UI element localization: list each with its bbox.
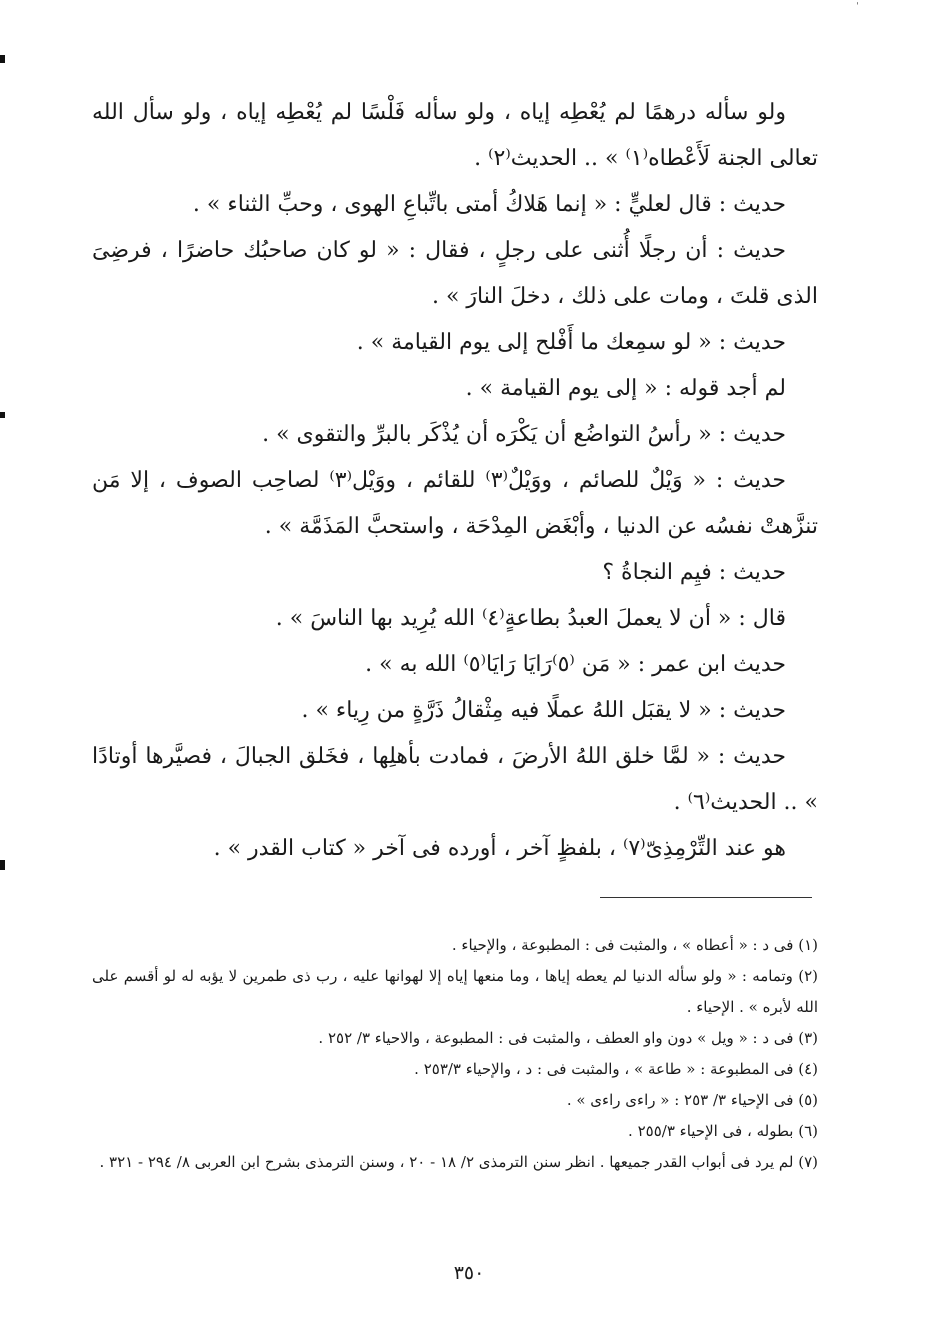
scan-edge-mark-top	[0, 55, 5, 63]
main-text	[92, 90, 818, 872]
paragraph-4: حديث : « لو سمِعك ما أَفْلح إلى يوم القيامة » .	[356, 330, 786, 355]
paragraph-7: حديث : « وَيْلٌ للصائم ، ووَيْلٌ⁽٣⁾ للقائم ، ووَيْل⁽٣⁾ لصاحِب الصوف ، إلا مَن تنزَّهتْ نفسُه عن الدنيا ، وأبْغَض المِدْحَة ، واستحبَّ المَذَمَّة » .	[92, 468, 818, 539]
paragraph-11: حديث : « لا يقبَل اللهُ عملًا فيه مِثْقالُ ذَرَّةٍ من رِياء » .	[301, 698, 786, 723]
footnote-5: (٥) فى الإحياء ٣/ ٢٥٣ : « راءى راءى » .	[566, 1091, 818, 1109]
footnote-4: (٤) فى المطبوعة : « طاعة » ، والمثبت فى : د ، والإحياء ٢٥٣/٣ .	[414, 1060, 818, 1078]
paragraph-13: هو عند التِّرْمِذِىّ⁽٧⁾ ، بلفظٍ آخر ، أورده فى آخر « كتاب القدر » .	[213, 836, 786, 861]
paragraph-3: حديث : أن رجلًا أُثنى على رجلٍ ، فقال : « لو كان صاحبُك حاضرًا ، فرضِىَ الذى قلتَ ، ومات على ذلك ، دخلَ النارَ » .	[92, 238, 818, 309]
footnote-1: (١) فى د : « أعطاه » ، والمثبت فى : المطبوعة ، والإحياء .	[451, 936, 818, 954]
paragraph-9: قال : « أن لا يعملَ العبدُ بطاعةٍ⁽٤⁾ الله يُرِيد بها الناسَ » .	[275, 606, 786, 631]
footnote-divider	[600, 897, 812, 898]
paragraph-1: ولو سأله درهمًا لم يُعْطِه إياه ، ولو سأله فَلْسًا لم يُعْطِه إياه ، ولو سأل الله تعالى الجنة لَأَعْطاه⁽١⁾ » .. الحديث⁽٢⁾ .	[92, 100, 818, 171]
footnote-3: (٣) فى د : « ويل » دون واو العطف ، والمثبت فى : المطبوعة ، والاحياء ٣/ ٢٥٢ .	[318, 1029, 818, 1047]
paragraph-8: حديث : فيِم النجاةُ ؟	[602, 560, 786, 585]
paragraph-12: حديث : « لمَّا خلق اللهُ الأرضَ ، فمادت بأهلِها ، فخَلق الجبالَ ، فصيَّرها أوتادًا » .. الحديث⁽٦⁾ .	[92, 744, 818, 815]
page-number: ٣٥٠	[453, 1262, 485, 1284]
paragraph-10: حديث ابن عمر : « مَن ⁽٥⁾رَايَا رَايَا⁽٥⁾ الله به » .	[365, 652, 786, 677]
footnotes	[92, 930, 818, 1178]
paragraph-2: حديث : قال لعليٍّ : « إنما هَلاكُ أمتى باتِّباعِ الهوى ، وحبِّ الثناء » .	[192, 192, 786, 217]
scan-speck: ˈ	[856, 2, 859, 13]
scan-edge-mark-middle	[0, 412, 5, 418]
paragraph-5: لم أجد قوله : « إلى يوم القيامة » .	[465, 376, 786, 401]
scan-edge-mark-bottom	[0, 860, 5, 870]
footnote-7: (٧) لم يرد فى أبواب القدر جميعها . انظر سنن الترمذى ٢/ ١٨ - ٢٠ ، وسنن الترمذى بشرح ابن العربى ٨/ ٢٩٤ - ٣٢١ .	[99, 1153, 818, 1171]
footnote-6: (٦) بطوله ، فى الإحياء ٢٥٥/٣ .	[628, 1122, 818, 1140]
footnote-2: (٢) وتمامه : « ولو سأله الدنيا لم يعطه إياها ، وما منعها إياه إلا لهوانها عليه ، رب ذى طمرين لا يؤبه له لو أقسم على الله لأبره » . الإحياء .	[92, 967, 818, 1016]
paragraph-6: حديث : « رأسُ التواضُع أن يَكْرَه أن يُذْكَر بالبرِّ والتقوى » .	[262, 422, 786, 447]
